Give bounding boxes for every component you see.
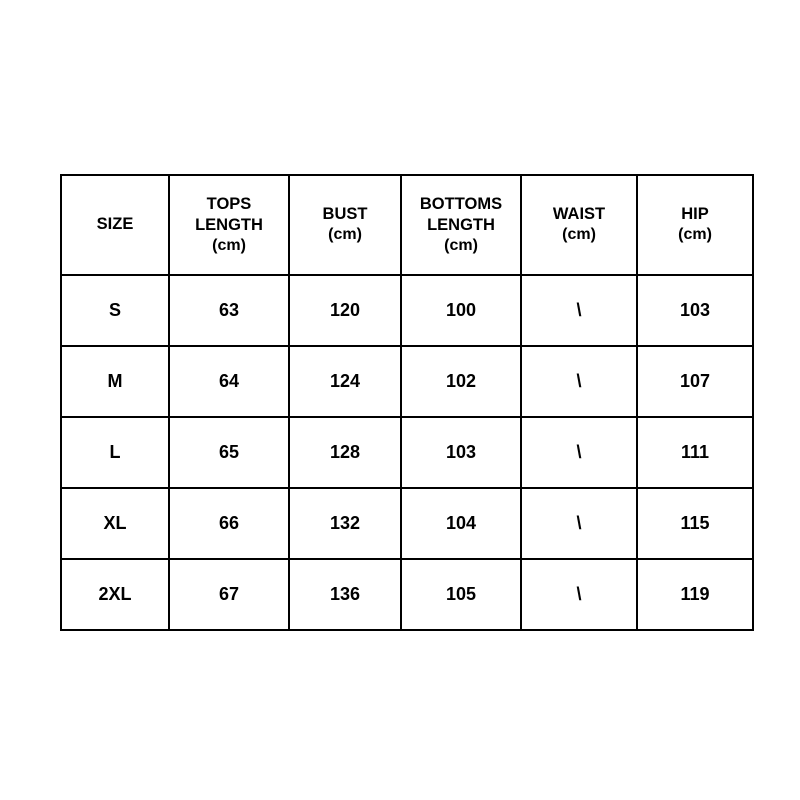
column-header-bust-line1: BUST bbox=[322, 205, 368, 224]
cell-bottoms-length: 104 bbox=[401, 488, 521, 559]
cell-hip: 119 bbox=[637, 559, 753, 630]
column-header-bust-unit: (cm) bbox=[328, 226, 362, 244]
size-chart-table-container bbox=[60, 174, 740, 631]
table-row bbox=[61, 275, 753, 346]
cell-size: XL bbox=[61, 488, 169, 559]
table-row bbox=[61, 417, 753, 488]
column-header-waist-unit: (cm) bbox=[562, 226, 596, 244]
table-row bbox=[61, 346, 753, 417]
cell-bottoms-length: 105 bbox=[401, 559, 521, 630]
cell-bust: 124 bbox=[289, 346, 401, 417]
cell-hip: 115 bbox=[637, 488, 753, 559]
column-header-tops-unit: (cm) bbox=[212, 236, 246, 254]
cell-tops-length: 66 bbox=[169, 488, 289, 559]
cell-size: M bbox=[61, 346, 169, 417]
cell-bust: 120 bbox=[289, 275, 401, 346]
cell-bottoms-length: 103 bbox=[401, 417, 521, 488]
column-header-bust bbox=[289, 175, 401, 275]
column-header-size bbox=[61, 175, 169, 275]
column-header-hip bbox=[637, 175, 753, 275]
cell-waist: \ bbox=[521, 488, 637, 559]
cell-tops-length: 67 bbox=[169, 559, 289, 630]
column-header-bottoms-unit: (cm) bbox=[444, 236, 478, 254]
cell-size: S bbox=[61, 275, 169, 346]
cell-size: 2XL bbox=[61, 559, 169, 630]
cell-hip: 111 bbox=[637, 417, 753, 488]
cell-hip: 103 bbox=[637, 275, 753, 346]
cell-bust: 136 bbox=[289, 559, 401, 630]
table-row bbox=[61, 559, 753, 630]
cell-bottoms-length: 100 bbox=[401, 275, 521, 346]
column-header-tops-line1: TOPS bbox=[206, 194, 252, 213]
table-row bbox=[61, 488, 753, 559]
column-header-bottoms-length bbox=[401, 175, 521, 275]
cell-tops-length: 64 bbox=[169, 346, 289, 417]
column-header-size-line1: SIZE bbox=[96, 215, 134, 234]
column-header-hip-unit: (cm) bbox=[678, 226, 712, 244]
column-header-bottoms-line1: BOTTOMS bbox=[419, 194, 503, 213]
column-header-waist bbox=[521, 175, 637, 275]
column-header-tops-length bbox=[169, 175, 289, 275]
cell-size: L bbox=[61, 417, 169, 488]
table-header bbox=[61, 175, 753, 275]
cell-waist: \ bbox=[521, 559, 637, 630]
cell-tops-length: 63 bbox=[169, 275, 289, 346]
cell-bottoms-length: 102 bbox=[401, 346, 521, 417]
size-chart-table bbox=[60, 174, 754, 631]
cell-bust: 132 bbox=[289, 488, 401, 559]
cell-waist: \ bbox=[521, 417, 637, 488]
column-header-hip-line1: HIP bbox=[681, 205, 709, 224]
cell-hip: 107 bbox=[637, 346, 753, 417]
cell-waist: \ bbox=[521, 346, 637, 417]
column-header-bottoms-line2: LENGTH bbox=[427, 215, 495, 234]
table-header-row bbox=[61, 175, 753, 275]
column-header-tops-line2: LENGTH bbox=[195, 215, 263, 234]
cell-waist: \ bbox=[521, 275, 637, 346]
column-header-waist-line1: WAIST bbox=[552, 205, 606, 224]
cell-bust: 128 bbox=[289, 417, 401, 488]
table-body bbox=[61, 275, 753, 630]
cell-tops-length: 65 bbox=[169, 417, 289, 488]
